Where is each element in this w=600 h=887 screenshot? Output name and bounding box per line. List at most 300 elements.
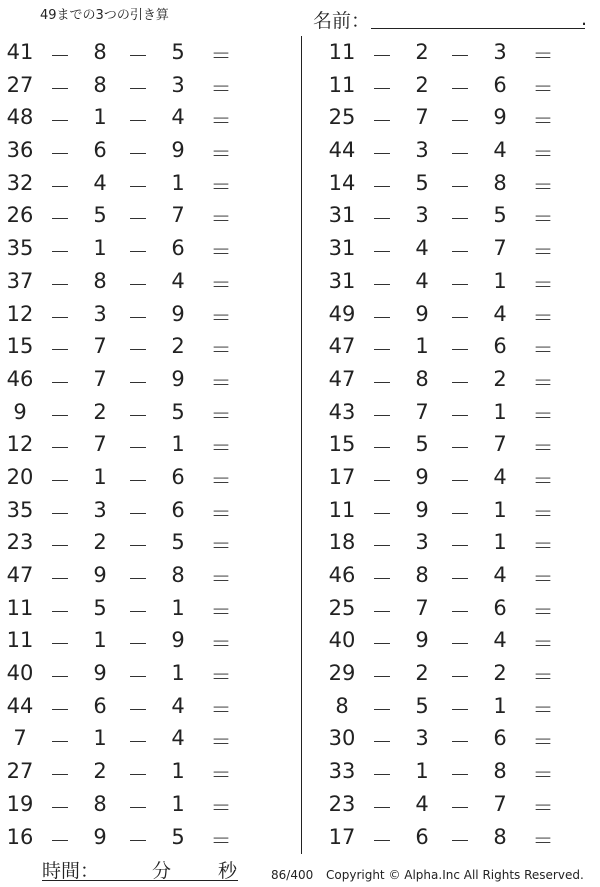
minus-sign: －: [449, 501, 471, 526]
minuend: 35: [6, 236, 34, 261]
subtrahend-2: 4: [171, 105, 185, 130]
equals-sign: ＝: [210, 763, 232, 788]
subtrahend-1: 4: [415, 236, 429, 261]
problem-row: [0, 690, 260, 723]
time-field[interactable]: [42, 856, 238, 880]
minuend: 44: [6, 693, 34, 718]
minus-sign: －: [127, 501, 149, 526]
subtrahend-1: 5: [415, 432, 429, 457]
problem-row: [322, 199, 582, 232]
minus-sign: －: [127, 468, 149, 493]
equals-sign: ＝: [532, 109, 554, 134]
subtrahend-1: 3: [93, 301, 107, 326]
subtrahend-2: 8: [493, 170, 507, 195]
minus-sign: －: [449, 795, 471, 820]
time-underline: [42, 880, 238, 881]
minuend: 15: [328, 432, 356, 457]
minus-sign: －: [49, 436, 71, 461]
minus-sign: －: [449, 599, 471, 624]
minus-sign: －: [371, 599, 393, 624]
minus-sign: －: [449, 174, 471, 199]
minuend: 47: [328, 334, 356, 359]
subtrahend-2: 7: [171, 203, 185, 228]
equals-sign: ＝: [210, 632, 232, 657]
minus-sign: －: [449, 142, 471, 167]
problem-row: [0, 788, 260, 821]
minuend: 8: [335, 693, 349, 718]
subtrahend-2: 3: [171, 72, 185, 97]
minus-sign: －: [371, 174, 393, 199]
subtrahend-1: 7: [415, 595, 429, 620]
subtrahend-2: 7: [493, 236, 507, 261]
problem-row: [322, 494, 582, 527]
minuend: 11: [328, 72, 356, 97]
minus-sign: －: [49, 240, 71, 265]
subtrahend-2: 1: [493, 268, 507, 293]
minus-sign: －: [49, 338, 71, 363]
minus-sign: －: [127, 730, 149, 755]
problem-row: [322, 788, 582, 821]
minuend: 47: [328, 366, 356, 391]
equals-sign: ＝: [210, 174, 232, 199]
subtrahend-1: 1: [93, 236, 107, 261]
minus-sign: －: [49, 44, 71, 68]
minuend: 29: [328, 661, 356, 686]
minus-sign: －: [49, 665, 71, 690]
equals-sign: ＝: [532, 468, 554, 493]
subtrahend-2: 6: [171, 497, 185, 522]
equals-sign: ＝: [532, 763, 554, 788]
subtrahend-1: 6: [93, 693, 107, 718]
equals-sign: ＝: [210, 468, 232, 493]
subtrahend-1: 3: [415, 138, 429, 163]
equals-sign: ＝: [532, 305, 554, 330]
minus-sign: －: [127, 76, 149, 101]
minuend: 31: [328, 203, 356, 228]
equals-sign: ＝: [210, 795, 232, 820]
subtrahend-1: 1: [93, 628, 107, 653]
equals-sign: ＝: [532, 501, 554, 526]
minuend: 15: [6, 334, 34, 359]
subtrahend-1: 2: [415, 661, 429, 686]
subtrahend-1: 9: [415, 301, 429, 326]
problem-row: [0, 69, 260, 102]
minus-sign: －: [449, 632, 471, 657]
minuend: 46: [328, 563, 356, 587]
minus-sign: －: [127, 632, 149, 657]
subtrahend-1: 9: [93, 824, 107, 849]
time-label: 時間：: [42, 860, 100, 882]
minus-sign: －: [371, 272, 393, 297]
subtrahend-2: 6: [493, 595, 507, 620]
minuend: 40: [6, 661, 34, 686]
subtrahend-2: 1: [493, 399, 507, 424]
minus-sign: －: [449, 370, 471, 395]
minus-sign: －: [371, 567, 393, 591]
minuend: 9: [13, 399, 27, 424]
subtrahend-2: 8: [493, 759, 507, 784]
minuend: 41: [6, 40, 34, 64]
minus-sign: －: [371, 207, 393, 232]
minuend: 25: [328, 595, 356, 620]
minuend: 25: [328, 105, 356, 130]
problem-row: [322, 69, 582, 102]
minuend: 31: [328, 236, 356, 261]
minus-sign: －: [127, 207, 149, 232]
minus-sign: －: [127, 795, 149, 820]
minus-sign: －: [449, 338, 471, 363]
equals-sign: ＝: [210, 501, 232, 526]
subtrahend-1: 7: [93, 334, 107, 359]
subtrahend-2: 4: [171, 726, 185, 751]
minuend: 12: [6, 432, 34, 457]
equals-sign: ＝: [210, 338, 232, 363]
problem-row: [0, 199, 260, 232]
equals-sign: ＝: [210, 567, 232, 591]
subtrahend-1: 2: [93, 759, 107, 784]
subtrahend-2: 9: [171, 628, 185, 653]
minus-sign: －: [449, 403, 471, 428]
minus-sign: －: [49, 403, 71, 428]
minuend: 14: [328, 170, 356, 195]
minuend: 17: [328, 824, 356, 849]
minuend: 30: [328, 726, 356, 751]
subtrahend-2: 9: [171, 301, 185, 326]
subtrahend-2: 5: [171, 399, 185, 424]
minus-sign: －: [49, 174, 71, 199]
equals-sign: ＝: [210, 697, 232, 722]
subtrahend-1: 8: [415, 563, 429, 587]
minuend: 23: [328, 791, 356, 816]
equals-sign: ＝: [532, 403, 554, 428]
minus-sign: －: [127, 305, 149, 330]
subtrahend-1: 9: [93, 661, 107, 686]
minus-sign: －: [127, 338, 149, 363]
minus-sign: －: [127, 174, 149, 199]
subtrahend-1: 8: [93, 791, 107, 816]
minus-sign: －: [49, 501, 71, 526]
minus-sign: －: [449, 76, 471, 101]
equals-sign: ＝: [210, 665, 232, 690]
subtrahend-2: 6: [493, 726, 507, 751]
problem-row: [322, 690, 582, 723]
problem-row: [0, 36, 260, 69]
problem-row: [0, 428, 260, 461]
minus-sign: －: [127, 763, 149, 788]
problem-row: [0, 298, 260, 331]
equals-sign: ＝: [532, 632, 554, 657]
problem-row: [322, 36, 582, 69]
minus-sign: －: [371, 142, 393, 167]
minus-sign: －: [371, 665, 393, 690]
minus-sign: －: [49, 730, 71, 755]
minuend: 7: [13, 726, 27, 751]
minus-sign: －: [449, 468, 471, 493]
minus-sign: －: [49, 697, 71, 722]
problem-row: [322, 298, 582, 331]
subtrahend-2: 8: [171, 563, 185, 587]
minus-sign: －: [127, 240, 149, 265]
minus-sign: －: [449, 272, 471, 297]
minus-sign: －: [371, 828, 393, 853]
minuend: 46: [6, 366, 34, 391]
subtrahend-2: 5: [171, 824, 185, 849]
subtrahend-2: 9: [171, 138, 185, 163]
equals-sign: ＝: [210, 370, 232, 395]
problem-row: [322, 167, 582, 200]
subtrahend-2: 9: [171, 366, 185, 391]
problem-row: [0, 821, 260, 854]
subtrahend-2: 5: [171, 40, 185, 64]
subtrahend-2: 4: [493, 464, 507, 489]
equals-sign: ＝: [210, 828, 232, 853]
minus-sign: －: [49, 370, 71, 395]
minus-sign: －: [371, 305, 393, 330]
equals-sign: ＝: [532, 76, 554, 101]
subtrahend-1: 7: [415, 105, 429, 130]
minuend: 32: [6, 170, 34, 195]
problem-row: [322, 821, 582, 854]
minus-sign: －: [49, 207, 71, 232]
subtrahend-2: 2: [171, 334, 185, 359]
equals-sign: ＝: [532, 436, 554, 461]
minus-sign: －: [127, 272, 149, 297]
subtrahend-1: 2: [415, 72, 429, 97]
subtrahend-2: 4: [493, 628, 507, 653]
minus-sign: －: [449, 763, 471, 788]
equals-sign: ＝: [532, 272, 554, 297]
minus-sign: －: [371, 240, 393, 265]
minus-sign: －: [49, 795, 71, 820]
equals-sign: ＝: [532, 338, 554, 363]
minus-sign: －: [127, 599, 149, 624]
equals-sign: ＝: [532, 534, 554, 559]
subtrahend-1: 5: [415, 693, 429, 718]
minuend: 26: [6, 203, 34, 228]
minuend: 37: [6, 268, 34, 293]
subtrahend-1: 6: [93, 138, 107, 163]
equals-sign: ＝: [210, 76, 232, 101]
minus-sign: －: [449, 567, 471, 591]
equals-sign: ＝: [532, 142, 554, 167]
subtrahend-2: 6: [171, 464, 185, 489]
subtrahend-1: 1: [415, 334, 429, 359]
equals-sign: ＝: [210, 207, 232, 232]
problem-row: [0, 722, 260, 755]
problem-row: [0, 101, 260, 134]
minus-sign: －: [49, 109, 71, 134]
subtrahend-2: 6: [493, 334, 507, 359]
minus-sign: －: [449, 730, 471, 755]
name-label: 名前：: [313, 10, 371, 32]
equals-sign: ＝: [532, 697, 554, 722]
minus-sign: －: [49, 763, 71, 788]
equals-sign: ＝: [210, 44, 232, 68]
problem-row: [0, 461, 260, 494]
subtrahend-2: 1: [493, 497, 507, 522]
minuend: 43: [328, 399, 356, 424]
problem-row: [322, 526, 582, 559]
minuend: 44: [328, 138, 356, 163]
seconds-label: 秒: [218, 860, 238, 882]
minus-sign: －: [49, 142, 71, 167]
minus-sign: －: [371, 697, 393, 722]
problem-row: [322, 755, 582, 788]
subtrahend-2: 6: [493, 72, 507, 97]
subtrahend-2: 7: [493, 791, 507, 816]
subtrahend-1: 9: [415, 464, 429, 489]
minus-sign: －: [127, 403, 149, 428]
problem-row: [322, 232, 582, 265]
minus-sign: －: [371, 338, 393, 363]
minus-sign: －: [127, 436, 149, 461]
subtrahend-2: 5: [493, 203, 507, 228]
equals-sign: ＝: [532, 828, 554, 853]
worksheet-title: 49までの3つの引き算: [40, 8, 169, 23]
minus-sign: －: [49, 599, 71, 624]
problem-row: [322, 592, 582, 625]
equals-sign: ＝: [532, 795, 554, 820]
problem-row: [0, 657, 260, 690]
equals-sign: ＝: [532, 730, 554, 755]
problem-row: [0, 232, 260, 265]
minuend: 35: [6, 497, 34, 522]
subtrahend-1: 7: [93, 432, 107, 457]
minutes-label: 分: [152, 860, 172, 882]
minus-sign: －: [127, 534, 149, 559]
problem-row: [0, 167, 260, 200]
equals-sign: ＝: [210, 436, 232, 461]
subtrahend-1: 2: [93, 399, 107, 424]
problem-row: [322, 559, 582, 592]
minuend: 20: [6, 464, 34, 489]
minuend: 48: [6, 105, 34, 130]
subtrahend-1: 4: [415, 268, 429, 293]
problem-row: [322, 396, 582, 429]
problem-row: [322, 265, 582, 298]
subtrahend-1: 5: [415, 170, 429, 195]
minuend: 11: [328, 40, 356, 64]
minus-sign: －: [127, 665, 149, 690]
minuend: 23: [6, 530, 34, 555]
minus-sign: －: [449, 697, 471, 722]
subtrahend-2: 1: [171, 759, 185, 784]
minuend: 11: [6, 628, 34, 653]
problem-row: [0, 494, 260, 527]
minuend: 17: [328, 464, 356, 489]
problem-row: [322, 722, 582, 755]
minus-sign: －: [49, 76, 71, 101]
minuend: 31: [328, 268, 356, 293]
equals-sign: ＝: [210, 599, 232, 624]
minus-sign: －: [371, 501, 393, 526]
subtrahend-1: 9: [93, 563, 107, 587]
equals-sign: ＝: [210, 240, 232, 265]
subtrahend-1: 9: [415, 497, 429, 522]
minuend: 11: [328, 497, 356, 522]
subtrahend-2: 7: [493, 432, 507, 457]
subtrahend-1: 9: [415, 628, 429, 653]
minus-sign: －: [49, 632, 71, 657]
problem-row: [0, 265, 260, 298]
name-end-dot: .: [581, 8, 588, 30]
name-underline[interactable]: [371, 28, 585, 29]
equals-sign: ＝: [532, 44, 554, 68]
minus-sign: －: [371, 109, 393, 134]
column-divider: [301, 36, 302, 854]
subtrahend-1: 2: [415, 40, 429, 64]
subtrahend-1: 1: [93, 105, 107, 130]
subtrahend-2: 4: [171, 268, 185, 293]
subtrahend-1: 7: [93, 366, 107, 391]
name-field[interactable]: [313, 6, 593, 30]
equals-sign: ＝: [532, 599, 554, 624]
minuend: 27: [6, 72, 34, 97]
minuend: 11: [6, 595, 34, 620]
subtrahend-1: 3: [415, 530, 429, 555]
minus-sign: －: [371, 44, 393, 68]
subtrahend-2: 5: [171, 530, 185, 555]
minus-sign: －: [371, 632, 393, 657]
minuend: 49: [328, 301, 356, 326]
subtrahend-1: 1: [415, 759, 429, 784]
minus-sign: －: [49, 567, 71, 591]
minus-sign: －: [371, 76, 393, 101]
equals-sign: ＝: [532, 567, 554, 591]
problem-row: [322, 330, 582, 363]
subtrahend-2: 1: [171, 170, 185, 195]
problem-row: [0, 559, 260, 592]
minus-sign: －: [49, 534, 71, 559]
minus-sign: －: [371, 370, 393, 395]
subtrahend-1: 1: [93, 726, 107, 751]
subtrahend-1: 4: [415, 791, 429, 816]
minus-sign: －: [371, 468, 393, 493]
minus-sign: －: [49, 828, 71, 853]
problem-row: [0, 755, 260, 788]
subtrahend-1: 3: [415, 726, 429, 751]
minus-sign: －: [449, 828, 471, 853]
subtrahend-1: 6: [415, 824, 429, 849]
subtrahend-2: 1: [171, 595, 185, 620]
minus-sign: －: [371, 436, 393, 461]
minus-sign: －: [449, 665, 471, 690]
minus-sign: －: [371, 403, 393, 428]
equals-sign: ＝: [210, 272, 232, 297]
minus-sign: －: [371, 763, 393, 788]
subtrahend-2: 1: [171, 791, 185, 816]
equals-sign: ＝: [532, 240, 554, 265]
equals-sign: ＝: [532, 174, 554, 199]
minus-sign: －: [449, 44, 471, 68]
subtrahend-1: 5: [93, 595, 107, 620]
subtrahend-2: 4: [493, 301, 507, 326]
minus-sign: －: [49, 272, 71, 297]
minuend: 18: [328, 530, 356, 555]
problem-row: [322, 657, 582, 690]
problem-column-right: [322, 36, 582, 853]
problem-row: [0, 363, 260, 396]
minus-sign: －: [127, 142, 149, 167]
subtrahend-2: 8: [493, 824, 507, 849]
subtrahend-2: 9: [493, 105, 507, 130]
problem-column-left: [0, 36, 260, 853]
problem-row: [322, 428, 582, 461]
subtrahend-2: 1: [171, 432, 185, 457]
minus-sign: －: [127, 370, 149, 395]
subtrahend-2: 1: [171, 661, 185, 686]
problem-row: [0, 134, 260, 167]
